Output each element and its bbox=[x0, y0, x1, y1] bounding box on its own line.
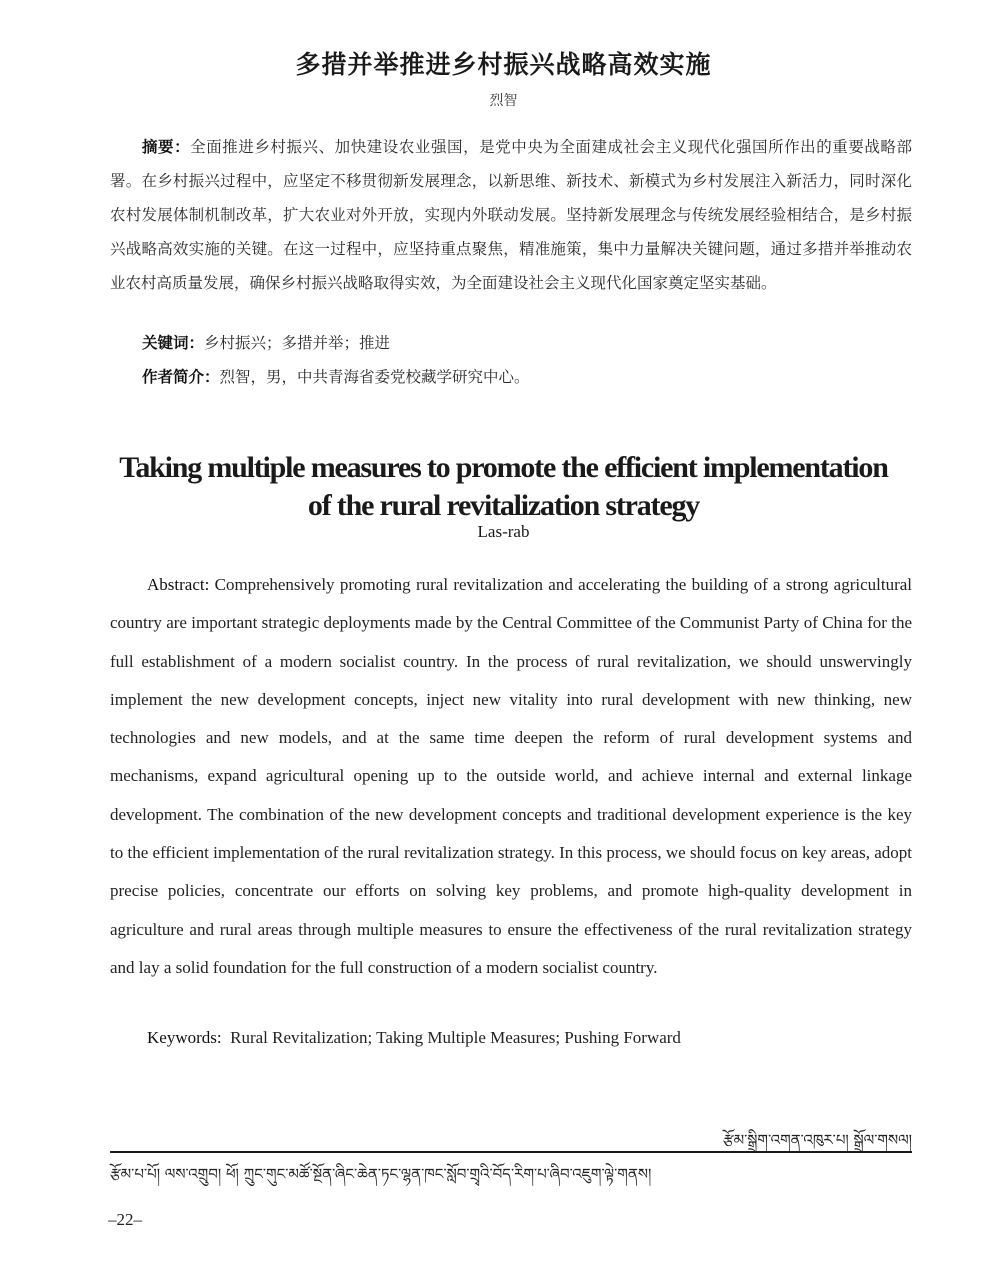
english-abstract bbox=[110, 566, 912, 987]
english-abstract-text: Comprehensively promoting rural revitalization and accelerating the building of a strong agricultural country are important strategic deployments made by the Central Committee of the Communist Party of China for the full establishment of a modern socialist country. In the process of rural revitalization, we should unswervingly implement the new development concepts, inject new vitality into rural development with new thinking, new technologies and new models, and at the same time deepen the reform of rural development systems and mechanisms, expand agricultural opening up to the outside world, and achieve internal and external linkage development. The combination of the new development concepts and traditional development experience is the key to the efficient implementation of the rural revitalization strategy. In this process, we should focus on key areas, adopt precise policies, concentrate our efforts on solving key problems, and promote high-quality development in agriculture and rural areas through multiple measures to ensure the effectiveness of the rural revitalization strategy and lay a solid foundation for the full construction of a modern socialist country. bbox=[110, 575, 912, 977]
chinese-abstract-label: 摘要： bbox=[142, 138, 191, 156]
tibetan-author-note: རྩོམ་པ་པོ། ལས་འགྲུབ། ཕོ། ཀྲུང་གུང་མཚོ་སྔོན་ཞིང་ཆེན་ཏང་ལྷན་ཁང་སློབ་གྲྭའི་བོད་རིག་པ་ཞིབ་འཇུག་ལྟེ་གནས། bbox=[110, 1165, 652, 1183]
english-author: Las-rab bbox=[477, 522, 530, 541]
english-title-line-2: of the rural revitalization strategy bbox=[307, 488, 700, 522]
page-number: –22– bbox=[108, 1210, 142, 1229]
chinese-author-bio bbox=[142, 365, 530, 387]
english-abstract-label: Abstract: bbox=[147, 575, 210, 594]
english-title-line-1: Taking multiple measures to promote the efficient implementation bbox=[119, 450, 888, 484]
chinese-abstract bbox=[110, 130, 912, 300]
chinese-bio-label: 作者简介： bbox=[142, 368, 220, 386]
english-title bbox=[0, 449, 1007, 525]
chinese-keywords-text: 乡村振兴；多措并举；推进 bbox=[204, 334, 391, 352]
english-keywords-text: Rural Revitalization; Taking Multiple Measures; Pushing Forward bbox=[221, 1028, 681, 1047]
english-keywords bbox=[147, 1028, 681, 1048]
chinese-title: 多措并举推进乡村振兴战略高效实施 bbox=[295, 49, 712, 79]
chinese-bio-text: 烈智，男，中共青海省委党校藏学研究中心。 bbox=[219, 368, 530, 386]
chinese-keywords bbox=[142, 331, 390, 353]
chinese-keywords-label: 关键词： bbox=[142, 334, 205, 352]
english-keywords-label: Keywords: bbox=[147, 1028, 222, 1047]
chinese-abstract-text: 全面推进乡村振兴、加快建设农业强国，是党中央为全面建成社会主义现代化强国所作出的重要战略部署。在乡村振兴过程中，应坚定不移贯彻新发展理念，以新思维、新技术、新模式为乡村发展注入新活力，同时深化农村发展体制机制改革，扩大农业对外开放，实现内外联动发展。坚持新发展理念与传统发展经验相结合，是乡村振兴战略高效实施的关键。在这一过程中，应坚持重点聚焦，精准施策，集中力量解决关键问题，通过多措并举推动农业农村高质量发展，确保乡村振兴战略取得实效，为全面建设社会主义现代化国家奠定坚实基础。 bbox=[110, 138, 912, 292]
tibetan-editor-credit: རྩོམ་སྒྲིག་འགན་འཁུར་པ། སྒྲོལ་གསལ། bbox=[722, 1131, 912, 1149]
chinese-author: 烈智 bbox=[489, 93, 518, 109]
footer-divider bbox=[110, 1151, 912, 1153]
